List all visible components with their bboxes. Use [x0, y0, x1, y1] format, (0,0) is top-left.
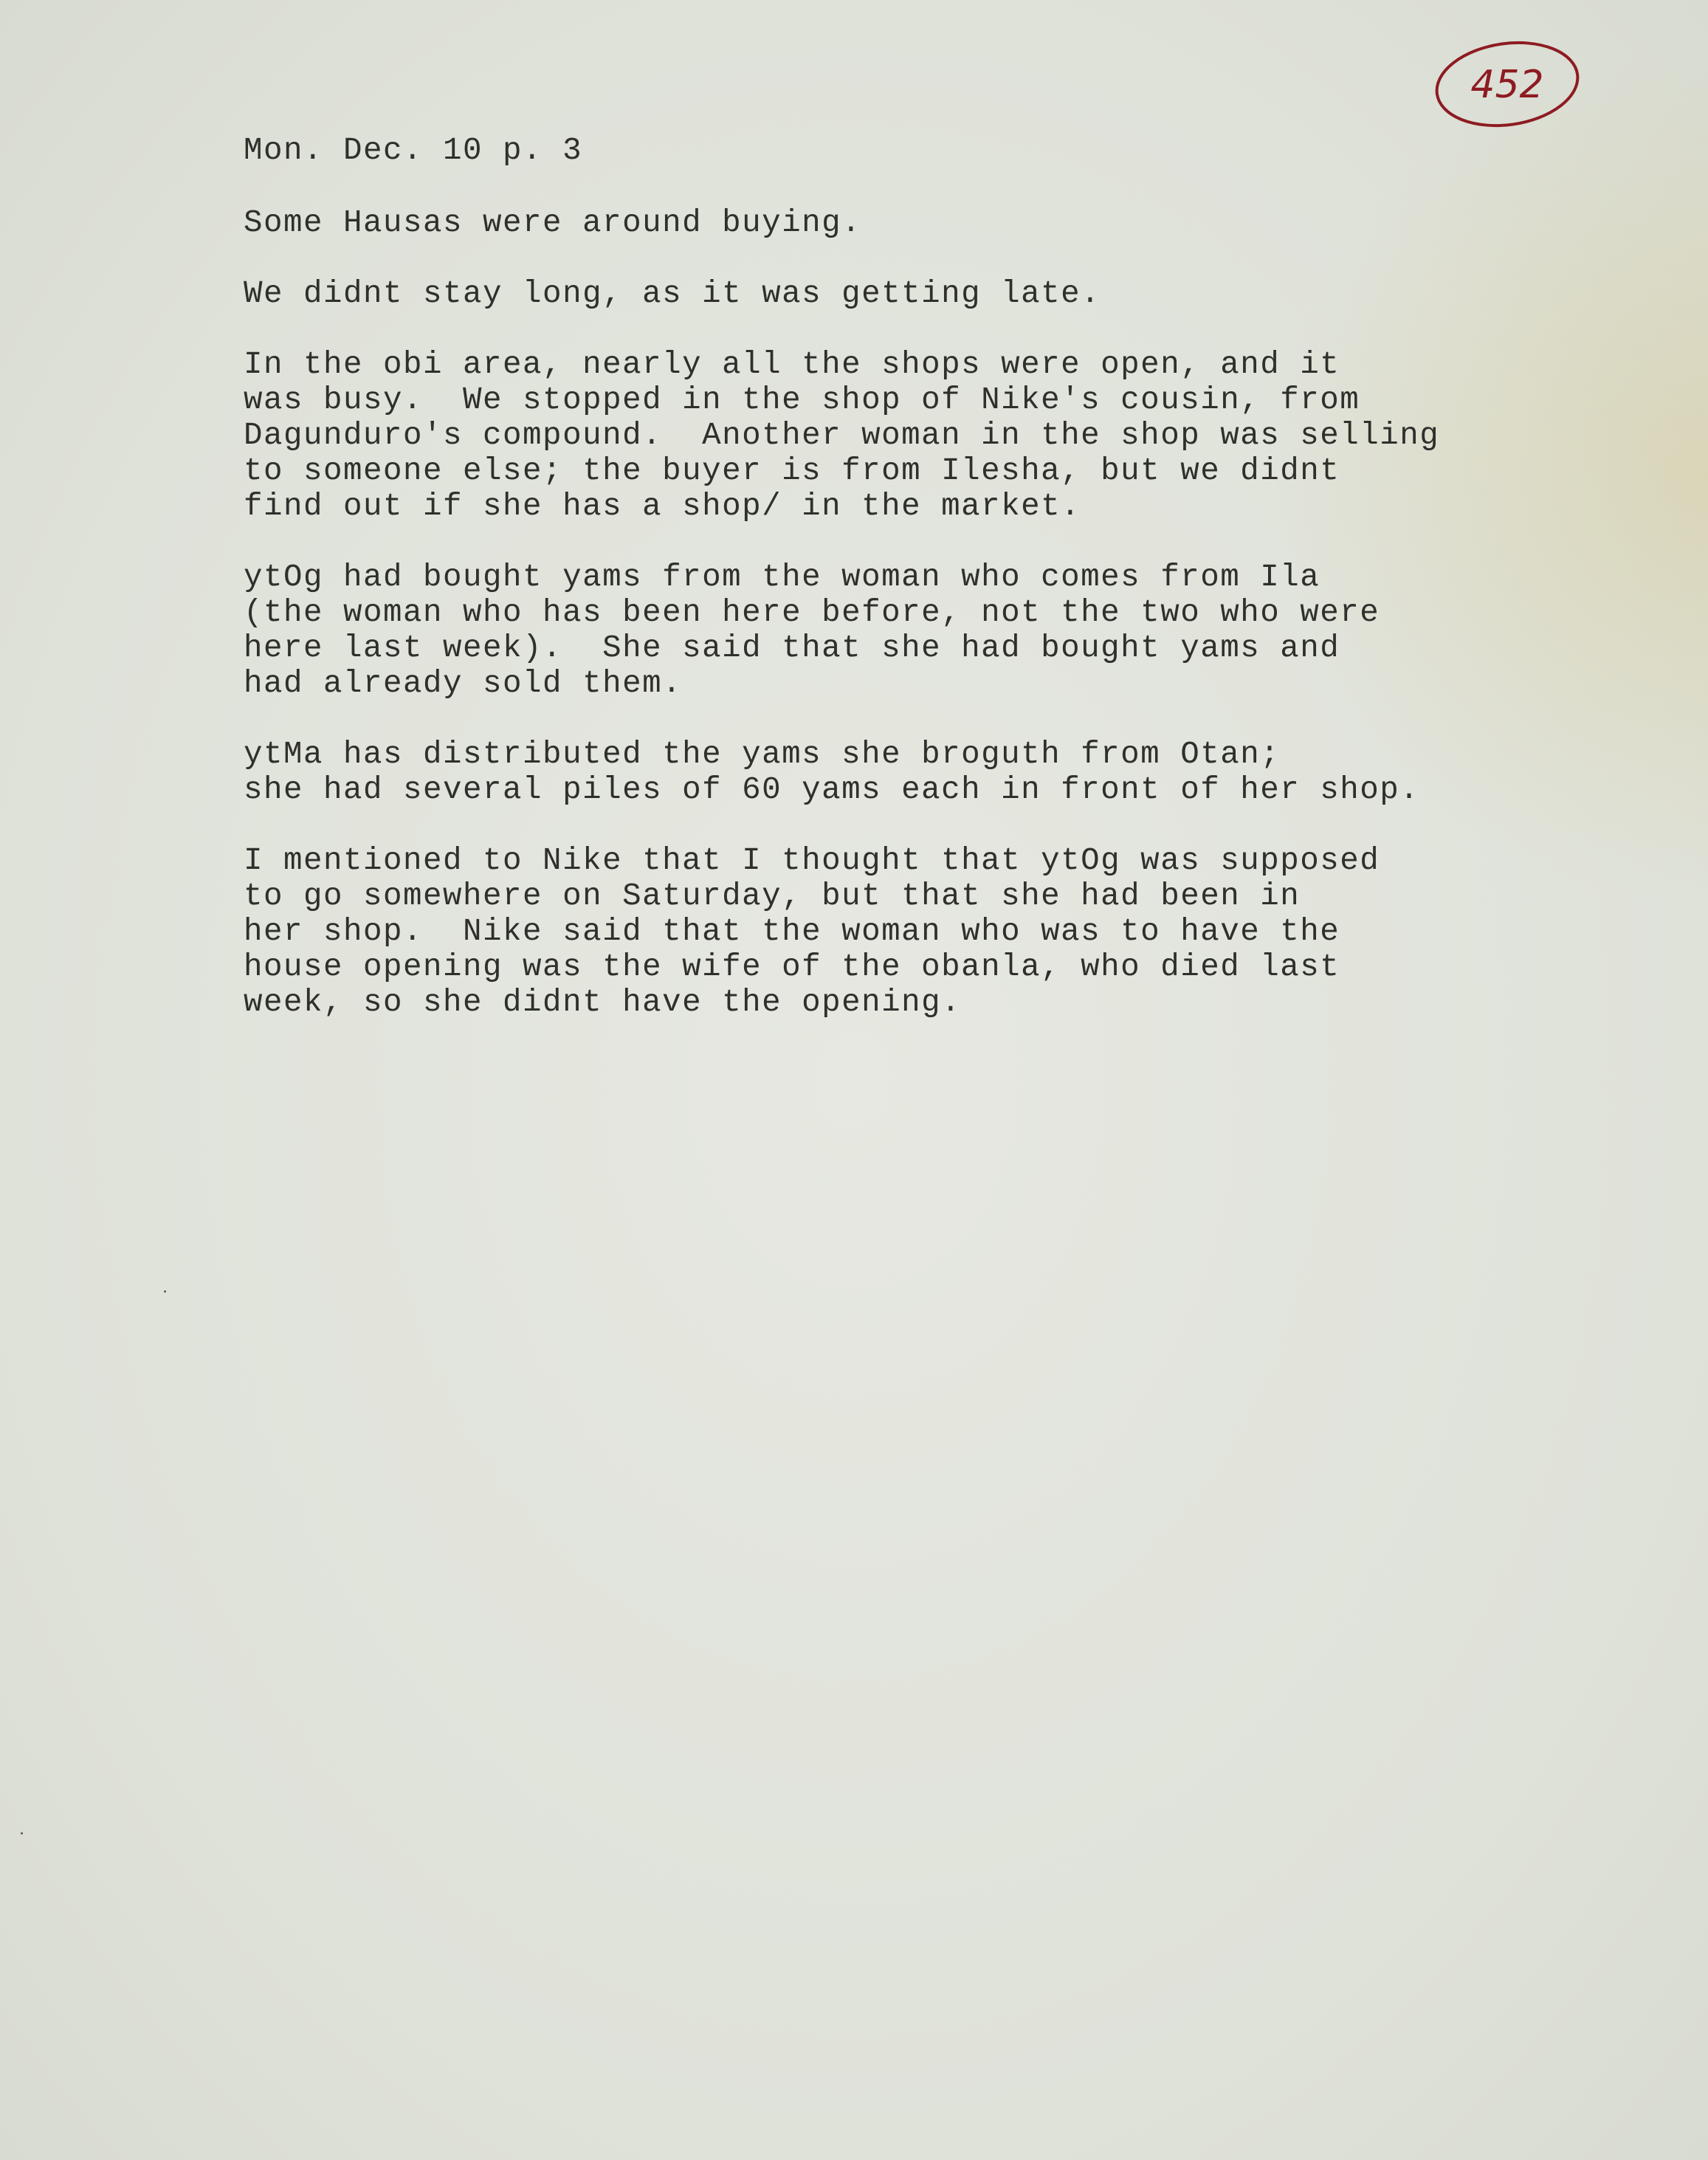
typescript-body: [244, 133, 1616, 1056]
paragraph: [244, 843, 1616, 1020]
circled-page-number: [1430, 35, 1585, 131]
paper-speck: [21, 1832, 23, 1834]
text-line: she had several piles of 60 yams each in front of her shop.: [244, 772, 1420, 808]
text-line: find out if she has a shop/ in the market.: [244, 489, 1081, 524]
page-heading: Mon. Dec. 10 p. 3: [244, 133, 583, 168]
paragraph: [244, 205, 1616, 241]
text-line: week, so she didnt have the opening.: [244, 985, 962, 1020]
text-line: Dagunduro's compound. Another woman in the shop was selling: [244, 418, 1440, 453]
text-line: her shop. Nike said that the woman who was to have the: [244, 914, 1340, 949]
text-line: ytMa has distributed the yams she broguth from Otan;: [244, 737, 1281, 772]
text-line: In the obi area, nearly all the shops were open, and it: [244, 347, 1340, 382]
paper-speck: [164, 1290, 166, 1293]
text-line: to someone else; the buyer is from Ilesha, but we didnt: [244, 453, 1340, 489]
text-line: I mentioned to Nike that I thought that ytOg was supposed: [244, 843, 1380, 878]
text-line: here last week). She said that she had bought yams and: [244, 630, 1340, 666]
text-line: Some Hausas were around buying.: [244, 205, 862, 241]
paragraph: [244, 276, 1616, 312]
text-line: We didnt stay long, as it was getting late.: [244, 276, 1101, 312]
paragraph: [244, 737, 1616, 808]
text-line: had already sold them.: [244, 666, 683, 701]
paragraph: [244, 347, 1616, 524]
text-line: (the woman who has been here before, not the two who were: [244, 595, 1380, 630]
text-line: ytOg had bought yams from the woman who comes from Ila: [244, 560, 1320, 595]
page-number-text: 452: [1470, 63, 1544, 107]
page-number-stamp: [1430, 35, 1585, 131]
text-line: was busy. We stopped in the shop of Nike's cousin, from: [244, 382, 1360, 418]
text-line: house opening was the wife of the obanla, who died last: [244, 949, 1340, 985]
text-line: to go somewhere on Saturday, but that she had been in: [244, 878, 1301, 914]
paragraph: [244, 560, 1616, 701]
